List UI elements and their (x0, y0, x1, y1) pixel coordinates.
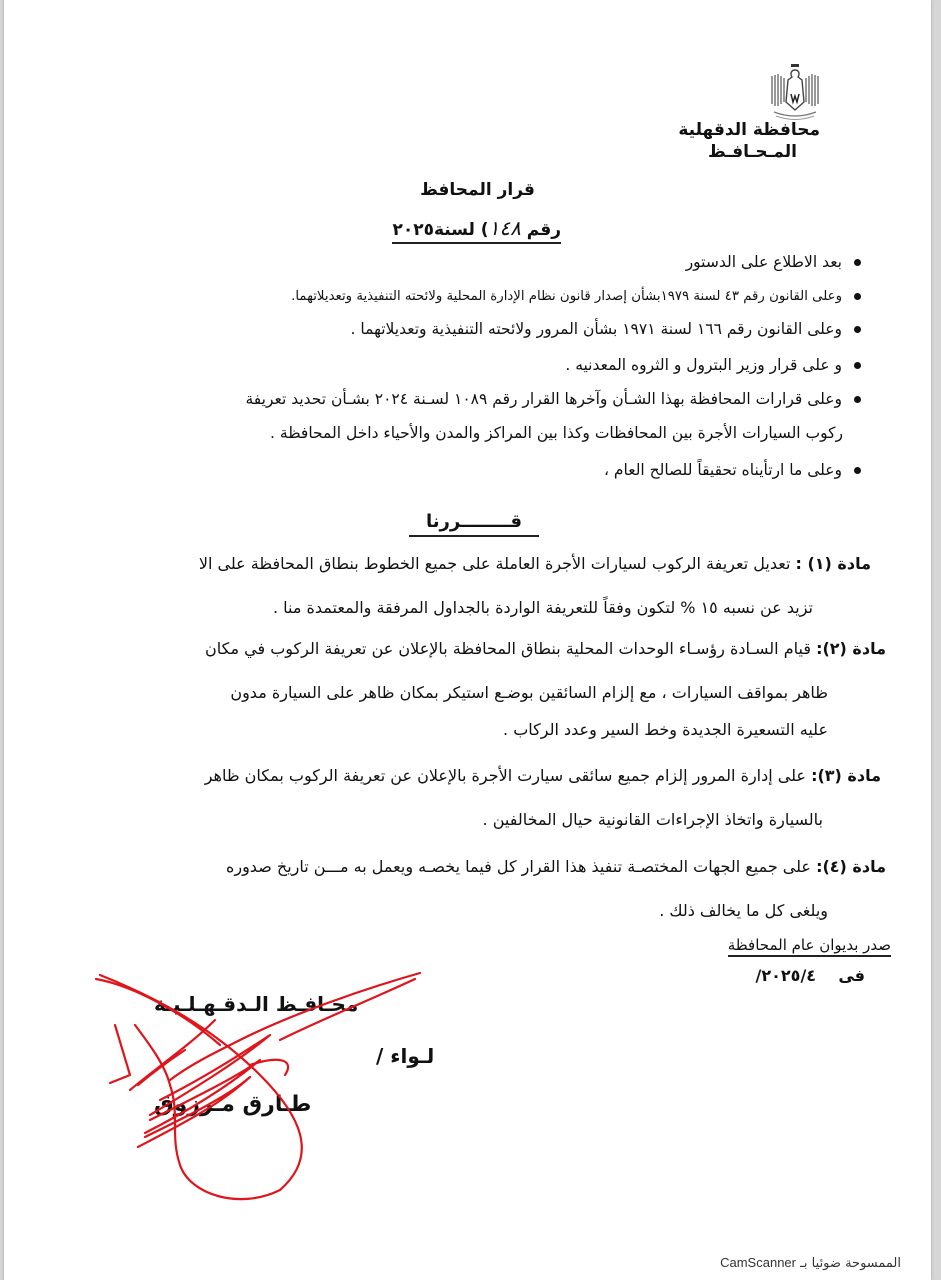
article-3: مادة (٣): على إدارة المرور إلزام جميع سائقى سيارت الأجرة بالإعلان عن تعريفة الركوب بمكان ظاهر بالسيارة واتخاذ الإجراءات القانونية حيال المخالفين . (204, 766, 881, 829)
preamble-item: بعد الاطلاع على الدستور (686, 251, 861, 273)
number-paren: ) (474, 220, 489, 240)
decree-number-line (392, 216, 561, 244)
signatory-rank: لـواء / (376, 1044, 435, 1068)
bullet-icon (854, 259, 861, 266)
number-prefix: رقم (526, 220, 561, 240)
bullet-icon (854, 326, 861, 333)
issuance-place: صدر بديوان عام المحافظة (728, 936, 891, 957)
office-title: المـحـافـظ (707, 142, 797, 162)
article-label: مادة (٢): (816, 639, 886, 658)
preamble-item: وعلى القانون رقم ١٦٦ لسنة ١٩٧١ بشأن المرور ولائحته التنفيذية وتعديلاتهما . (351, 318, 861, 340)
article-2: مادة (٢): قيام السـادة رؤسـاء الوحدات المحلية بنطاق المحافظة بالإعلان عن تعريفة الركوب في مكان ظاهر بمواقف السيارات ، مع إلزام السائقين بوضـع استيكر بمكان ظاهر على السيارة مدون عليه التسعيرة الجديدة وخط السير وعدد الركاب . (205, 639, 886, 739)
bullet-icon (854, 362, 861, 369)
document-page (4, 0, 931, 1280)
scanner-watermark (720, 1255, 901, 1271)
decided-heading: قــــــــررنا (409, 511, 539, 537)
preamble-item: و على قرار وزير البترول و الثروه المعدنيه . (565, 354, 861, 376)
article-label: مادة (١) : (795, 554, 871, 573)
preamble-item: وعلى ما ارتأيناه تحقيقاً للصالح العام ، (604, 459, 861, 481)
issuance-date: فى ٢٠٢٥/٤/ (755, 966, 865, 985)
signatory-title: محـافـظ الـدقـهـلـيـة (154, 992, 359, 1016)
bullet-icon (854, 293, 861, 300)
bullet-icon (854, 467, 861, 474)
scanned-by-label: الممسوحة ضوئيا بـ (800, 1256, 901, 1271)
preamble-item-continuation: ركوب السيارات الأجرة بين المحافظات وكذا بين المراكز والمدن والأحياء داخل المحافظة . (270, 424, 843, 442)
signatory-name: طـارق مـرزوق (154, 1092, 312, 1117)
bullet-icon (854, 396, 861, 403)
number-suffix: لسنة٢٠٢٥ (392, 220, 475, 240)
article-label: مادة (٣): (811, 766, 881, 785)
preamble-item: وعلى القانون رقم ٤٣ لسنة ١٩٧٩بشأن إصدار قانون نظام الإدارة المحلية ولائحته التنفيذية وتعديلاتهما. (291, 286, 861, 308)
governorate-name: محافظة الدقهلية (678, 120, 820, 140)
decree-title: قرار المحافظ (420, 180, 535, 200)
preamble-item: وعلى قرارات المحافظة بهذا الشـأن وآخرها القرار رقم ١٠٨٩ لسـنة ٢٠٢٤ بشـأن تحديد تعريفة (245, 388, 861, 410)
article-1: مادة (١) : تعديل تعريفة الركوب لسيارات الأجرة العاملة على جميع الخطوط بنطاق المحافظة على الا تزيد عن نسبه ١٥ % لتكون وفقاً للتعريفة الواردة بالجداول المرفقة والمعتمدة منا . (198, 554, 871, 617)
egypt-eagle-emblem-icon (766, 62, 824, 124)
camscanner-brand: CamScanner (720, 1255, 796, 1270)
decree-number-handwritten: ١٤٨ (488, 216, 521, 240)
article-label: مادة (٤): (816, 857, 886, 876)
article-4: مادة (٤): على جميع الجهات المختصـة تنفيذ هذا القرار كل فيما يخصـه ويعمل به مـــن تاريخ صدوره ويلغى كل ما يخالف ذلك . (225, 857, 886, 920)
